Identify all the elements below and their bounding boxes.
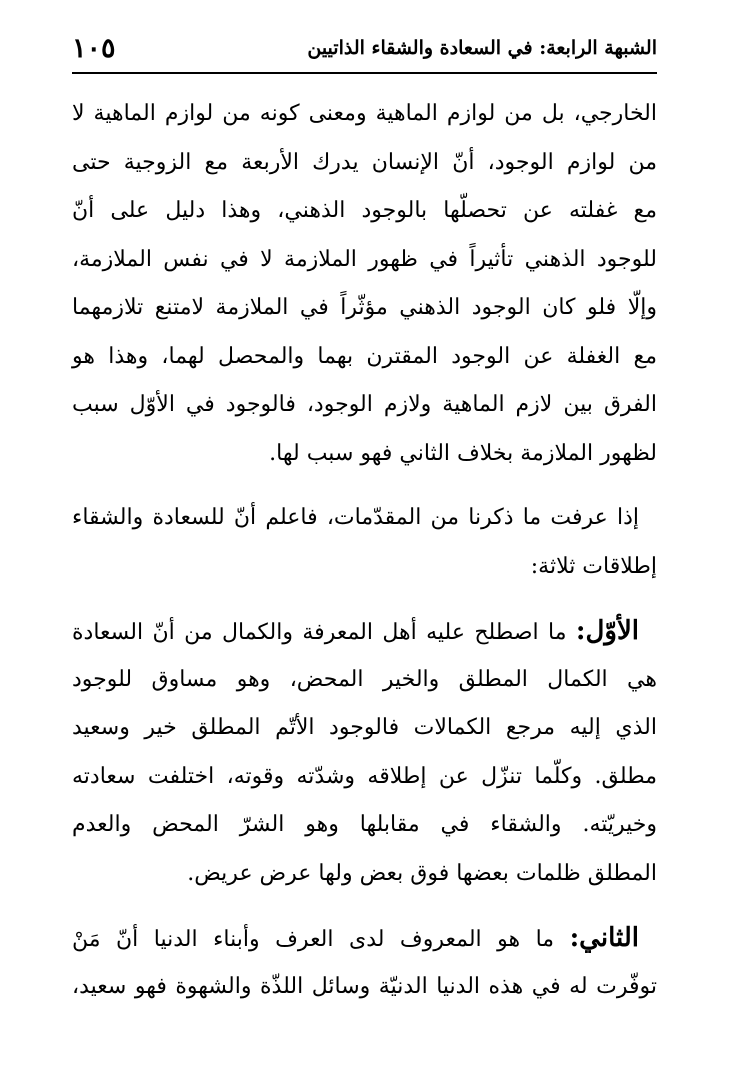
text-line: من لوازم الوجود، أنّ الإنسان يدرك الأربعة مع الزوجية حتى (72, 149, 657, 175)
text-line: هي الكمال المطلق والخير المحض، وهو مساوق للوجود (72, 666, 657, 692)
text-line: وإلّا فلو كان الوجود الذهني مؤثّراً في الملازمة لامتنع تلازمهما (72, 295, 657, 320)
running-title: الشبهة الرابعة: في السعادة والشقاء الذاتيين (307, 37, 657, 59)
section-lead: الأوّل: (575, 616, 640, 646)
text-span: ما هو المعروف لدى العرف وأبناء الدنيا أنّ مَنْ (72, 927, 555, 952)
text-line: المطلق ظلمات بعضها فوق بعض ولها عرض عريض. (187, 860, 657, 886)
page-number: ١٠٥ (72, 32, 116, 64)
paragraph-1 (72, 90, 657, 478)
section-lead: الثاني: (569, 923, 639, 953)
page-header (72, 28, 657, 68)
text-line: للوجود الذهني تأثيراً في ظهور الملازمة لا في نفس الملازمة، (72, 246, 657, 272)
text-line: وخيريّته. والشقاء في مقابلها وهو الشرّ المحض والعدم (72, 812, 657, 837)
text-span: ما اصطلح عليه أهل المعرفة والكمال من أنّ السعادة (72, 620, 567, 645)
text-line: إطلاقات ثلاثة: (530, 553, 657, 579)
text-line: مع الغفلة عن الوجود المقترن بهما والمحصل لهما، وهذا هو (72, 343, 657, 369)
text-line: توفّرت له في هذه الدنيا الدنيّة وسائل اللذّة والشهوة فهو سعيد، (72, 973, 657, 999)
paragraph-3 (72, 607, 657, 898)
paragraph-2 (72, 494, 657, 591)
text-line: مطلق. وكلّما تنزّل عن إطلاقه وشدّته وقوته، اختلفت سعادته (72, 763, 657, 789)
paragraph-4 (72, 914, 657, 1011)
text-line: الفرق بين لازم الماهية ولازم الوجود، فالوجود في الأوّل سبب (72, 392, 658, 417)
page-body (72, 90, 657, 1011)
header-rule (72, 72, 657, 74)
text-line: مع غفلته عن تحصلّها بالوجود الذهني، وهذا دليل على أنّ (72, 198, 657, 223)
text-line (72, 607, 657, 656)
text-line: الخارجي، بل من لوازم الماهية ومعنى كونه من لوازم الماهية لا (72, 101, 657, 126)
text-line: الذي إليه مرجع الكمالات فالوجود الأتّم المطلق خير وسعيد (72, 715, 657, 740)
text-line: لظهور الملازمة بخلاف الثاني فهو سبب لها. (269, 440, 657, 466)
text-line: إذا عرفت ما ذكرنا من المقدّمات، فاعلم أنّ للسعادة والشقاء (72, 505, 639, 530)
text-line (72, 914, 657, 963)
